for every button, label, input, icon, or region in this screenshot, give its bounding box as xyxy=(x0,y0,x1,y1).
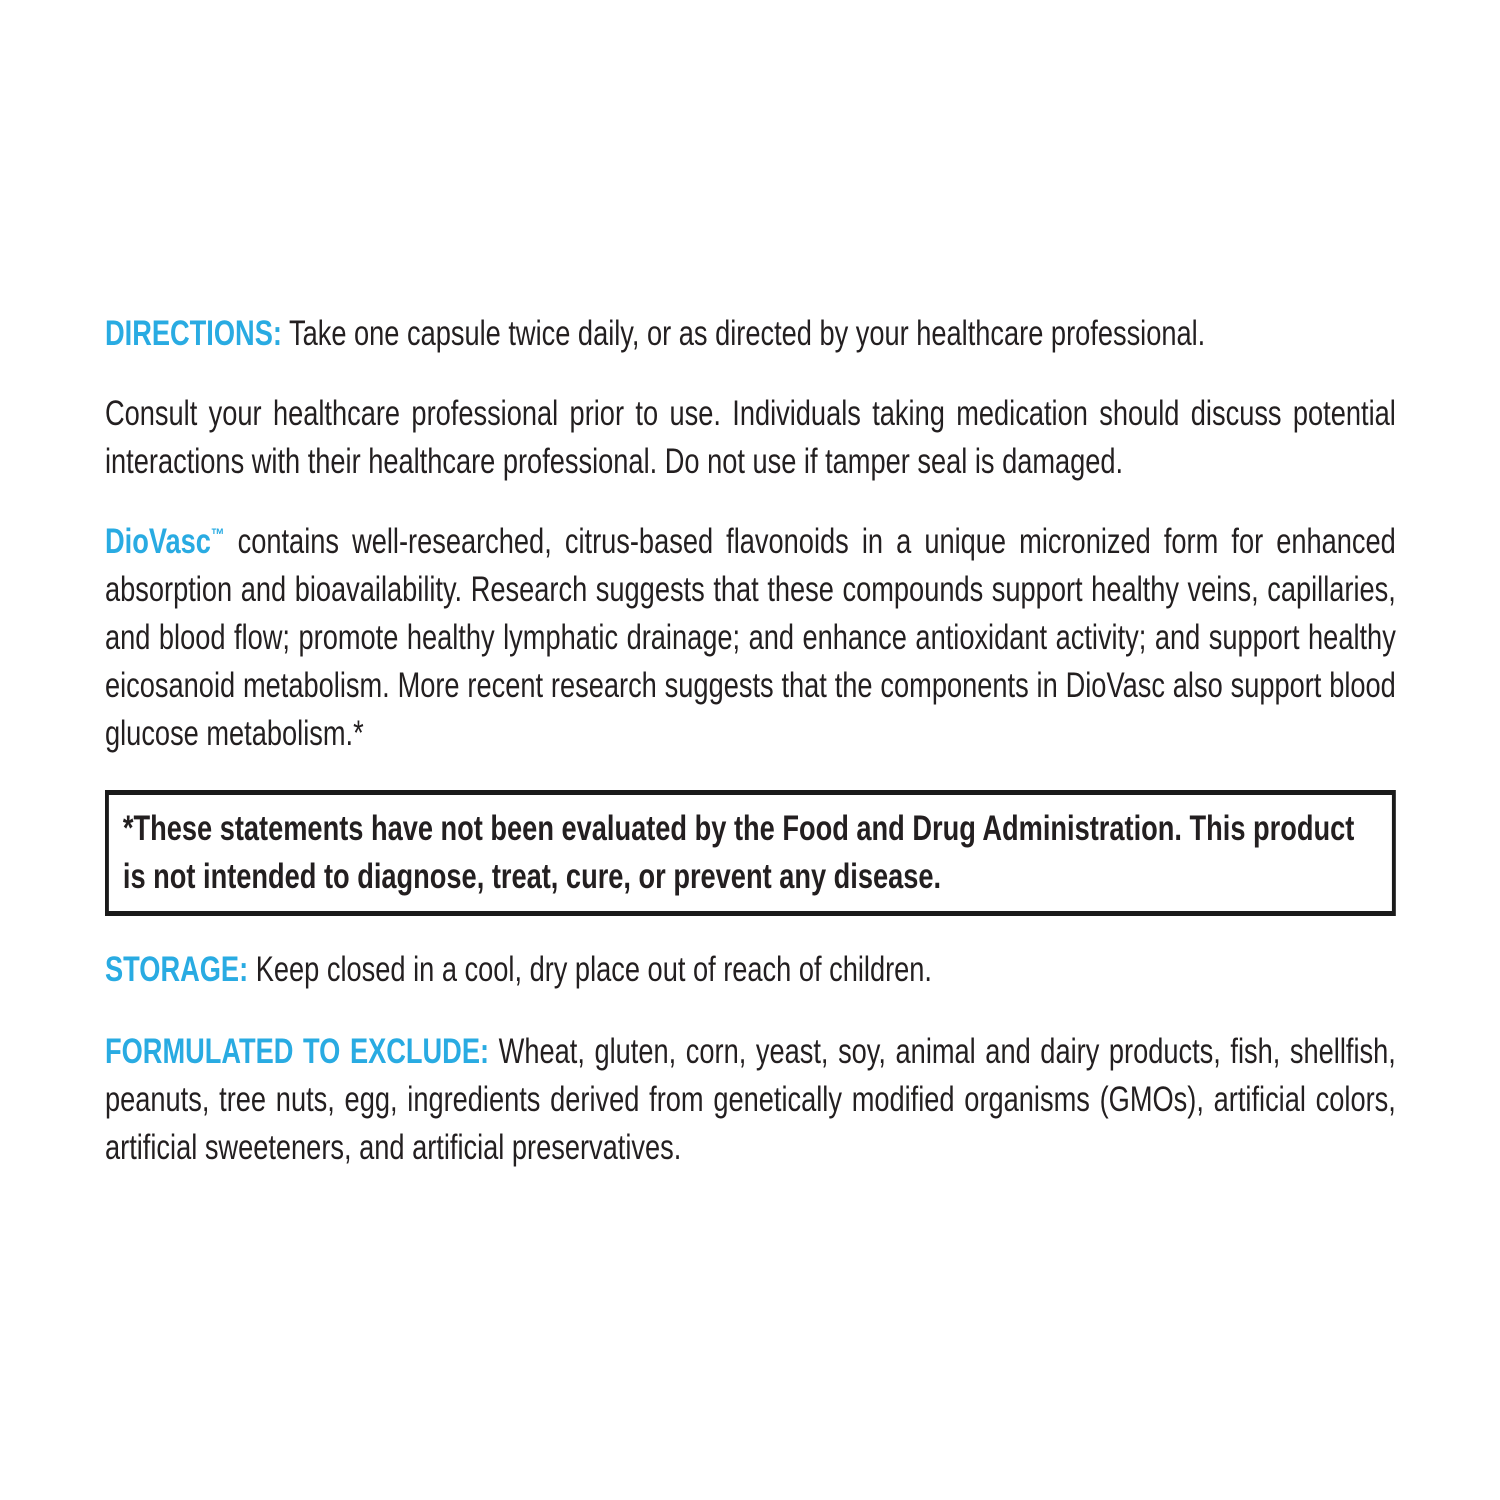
formulated-heading: FORMULATED TO EXCLUDE: xyxy=(105,1032,490,1071)
description-text: contains well-researched, citrus-based flavonoids in a unique micronized form for enhanced absorption and bioavailability. Research suggests that these compounds support healthy veins, capillaries, and blood flow; promote healthy lymphatic drainage; and enhance antioxidant activity; and support healthy eicosanoid metabolism. More recent research suggests that the components in DioVasc also support blood glucose metabolism.* xyxy=(105,522,1396,753)
storage-paragraph xyxy=(105,946,1396,994)
fda-disclaimer-text: *These statements have not been evaluated by the Food and Drug Administration. This product is not intended to diagnose, treat, cure, or prevent any disease. xyxy=(122,809,1355,896)
storage-text: Keep closed in a cool, dry place out of reach of children. xyxy=(255,950,932,989)
consult-text: Consult your healthcare professional prior to use. Individuals taking medication should discuss potential interactions with their healthcare professional. Do not use if tamper seal is damaged. xyxy=(105,394,1396,481)
storage-heading: STORAGE: xyxy=(105,950,249,989)
brand-name xyxy=(105,522,225,561)
formulated-paragraph xyxy=(105,1028,1396,1172)
consult-paragraph xyxy=(105,390,1396,486)
directions-text: Take one capsule twice daily, or as directed by your healthcare professional. xyxy=(288,314,1206,353)
fda-disclaimer-box xyxy=(105,790,1396,916)
directions-paragraph xyxy=(105,310,1396,358)
label-text-block xyxy=(105,310,1396,1172)
trademark-symbol: ™ xyxy=(210,524,225,545)
directions-heading: DIRECTIONS: xyxy=(105,314,282,353)
brand-name-text: DioVasc xyxy=(105,522,211,561)
formulated-text: Wheat, gluten, corn, yeast, soy, animal and dairy products, fish, shellfish, peanuts, tree nuts, egg, ingredients derived from genetically modified organisms (GMOs), artificial colors, artificial sweeteners, and artificial preservatives. xyxy=(105,1032,1396,1167)
description-paragraph xyxy=(105,518,1396,758)
